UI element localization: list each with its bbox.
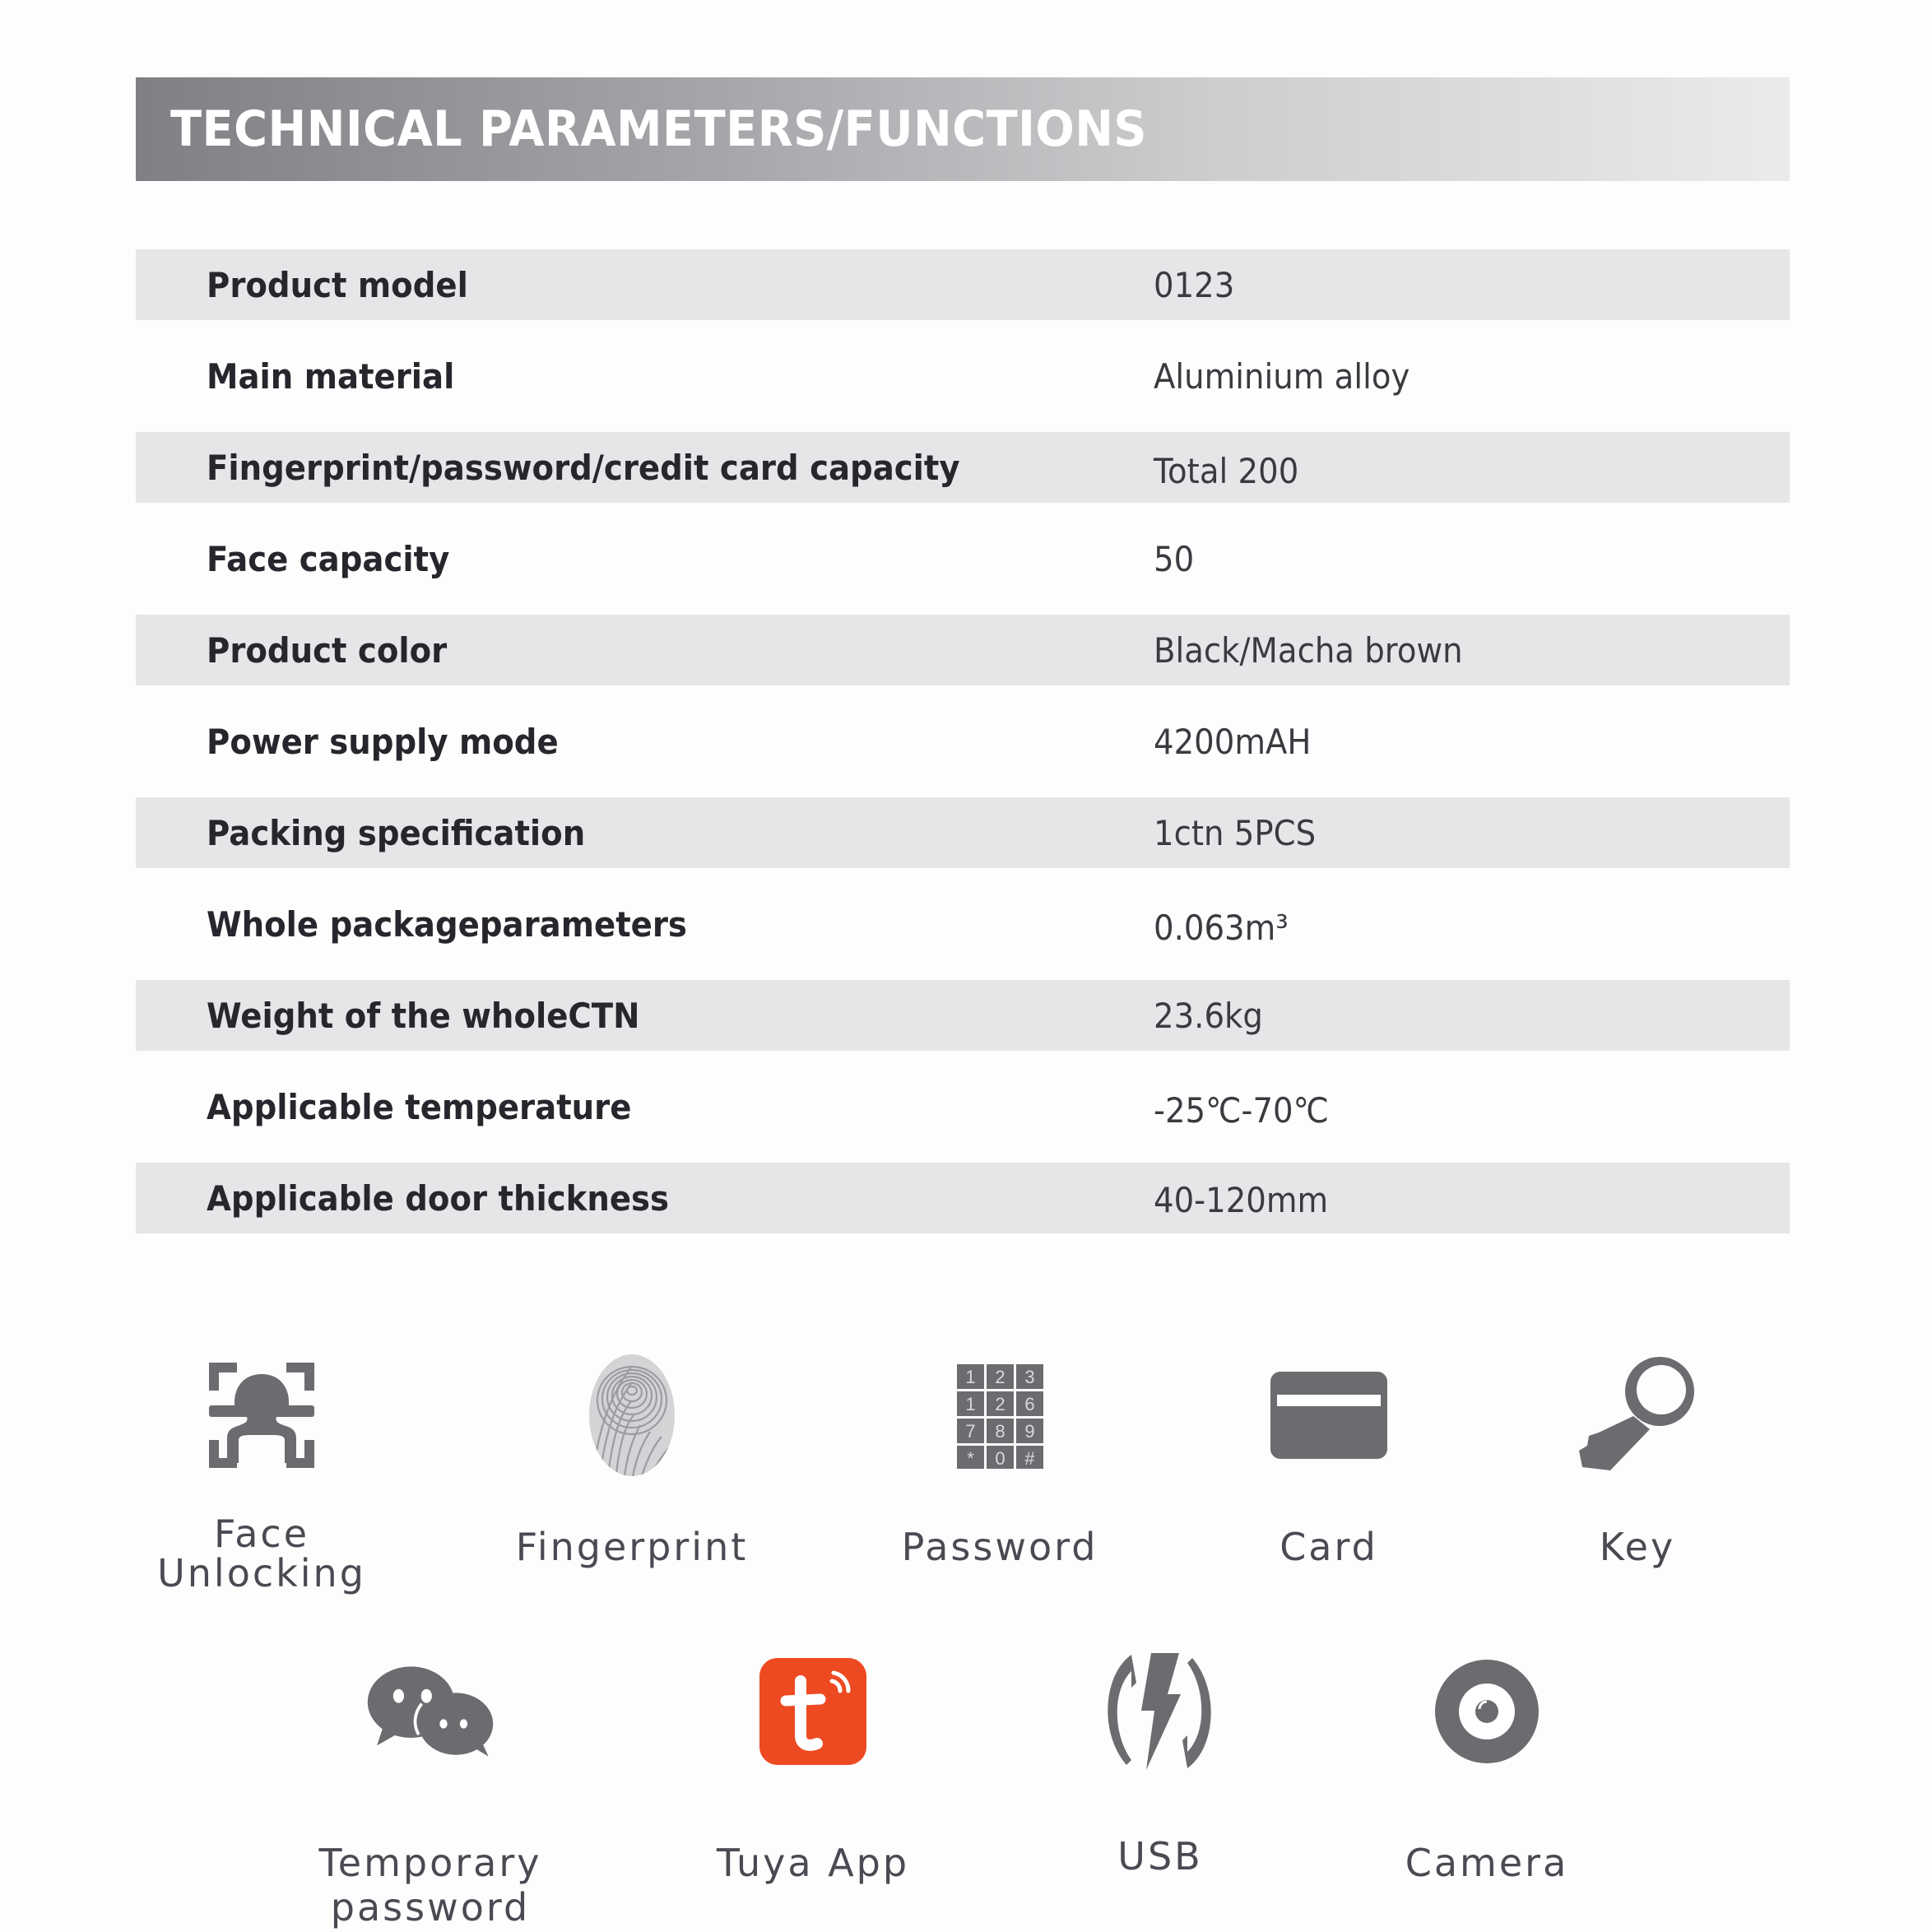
spec-row-door-thickness [136, 1163, 1790, 1233]
spec-label: Product color [207, 629, 448, 671]
spec-value: 4200mAH [1154, 721, 1312, 762]
feature-label: USB [1117, 1834, 1203, 1879]
keypad-key-label: * [967, 1448, 974, 1469]
spec-value: Total 200 [1154, 450, 1299, 491]
spec-row-temperature [136, 1071, 1790, 1142]
spec-label: Product model [207, 264, 468, 305]
keypad-key-label: 1 [965, 1394, 976, 1414]
feature-label: password [330, 1885, 531, 1930]
spec-label: Fingerprint/password/credit card capacity [207, 447, 960, 488]
feature-label: Fingerprint [515, 1525, 749, 1569]
spec-value: 50 [1154, 538, 1195, 579]
spec-row-package-params [136, 889, 1790, 959]
feature-temporary-password [299, 1646, 562, 1930]
chat-bubbles-icon [365, 1646, 496, 1777]
feature-label: Key [1599, 1525, 1676, 1569]
spec-table [136, 249, 1790, 1254]
spec-row-face-capacity [136, 523, 1790, 594]
keypad-key-label: 2 [995, 1394, 1005, 1414]
spec-value: 0123 [1154, 264, 1235, 305]
keypad-key-label: 7 [965, 1421, 976, 1442]
card-icon [1263, 1349, 1395, 1481]
feature-label: Unlocking [157, 1551, 366, 1595]
feature-label: Temporary [318, 1841, 542, 1885]
camera-icon [1421, 1646, 1553, 1777]
keypad-key-label: 8 [995, 1421, 1005, 1442]
keypad-key-label: 0 [995, 1448, 1005, 1469]
feature-label: Tuya App [716, 1841, 910, 1885]
spec-value: 1ctn 5PCS [1154, 812, 1317, 853]
feature-label: Card [1279, 1525, 1378, 1569]
feature-fingerprint [500, 1349, 764, 1567]
spec-label: Face capacity [207, 538, 450, 579]
keypad-key-label: # [1024, 1448, 1035, 1469]
face-scan-icon [196, 1349, 327, 1481]
spec-row-main-material [136, 341, 1790, 411]
feature-password [868, 1349, 1131, 1567]
keypad-key-label: 3 [1024, 1367, 1035, 1387]
spec-value: Aluminium alloy [1154, 355, 1410, 397]
section-title: TECHNICAL PARAMETERS/FUNCTIONS [170, 100, 1148, 158]
spec-row-packing [136, 797, 1790, 868]
spec-label: Weight of the wholeCTN [207, 995, 640, 1036]
spec-value: 23.6kg [1154, 995, 1263, 1036]
spec-label: Whole packageparameters [207, 903, 687, 945]
feature-label: Password [901, 1525, 1098, 1569]
keypad-icon [934, 1349, 1066, 1481]
feature-card [1197, 1349, 1461, 1567]
spec-value: 40-120mm [1154, 1179, 1329, 1220]
key-icon [1572, 1349, 1703, 1481]
spec-value: 0.063m³ [1154, 907, 1289, 948]
spec-row-capacity [136, 432, 1790, 503]
keypad-key-label: 9 [1024, 1421, 1035, 1442]
spec-label: Applicable temperature [207, 1086, 632, 1127]
spec-value: -25℃-70℃ [1154, 1089, 1330, 1131]
feature-tuya-app [681, 1646, 945, 1883]
feature-face-unlocking [130, 1349, 393, 1593]
keypad-key-label: 2 [995, 1367, 1005, 1387]
spec-label: Packing specification [207, 812, 586, 853]
spec-row-weight [136, 980, 1790, 1051]
keypad-key-label: 6 [1024, 1394, 1035, 1414]
spec-row-product-model [136, 249, 1790, 320]
spec-label: Applicable door thickness [207, 1177, 670, 1219]
spec-label: Main material [207, 355, 455, 397]
usb-charge-icon [1094, 1646, 1226, 1777]
spec-row-power-supply [136, 706, 1790, 777]
fingerprint-icon [566, 1349, 698, 1481]
feature-camera [1355, 1646, 1619, 1883]
spec-label: Power supply mode [207, 721, 559, 762]
section-header [136, 77, 1790, 181]
tuya-app-icon [747, 1646, 879, 1777]
spec-value: Black/Macha brown [1154, 629, 1463, 671]
spec-row-product-color [136, 615, 1790, 685]
keypad-key-label: 1 [965, 1367, 976, 1387]
feature-usb [1029, 1646, 1292, 1879]
feature-label: Face [213, 1512, 310, 1556]
feature-label: Camera [1405, 1841, 1569, 1885]
feature-key [1506, 1349, 1769, 1567]
